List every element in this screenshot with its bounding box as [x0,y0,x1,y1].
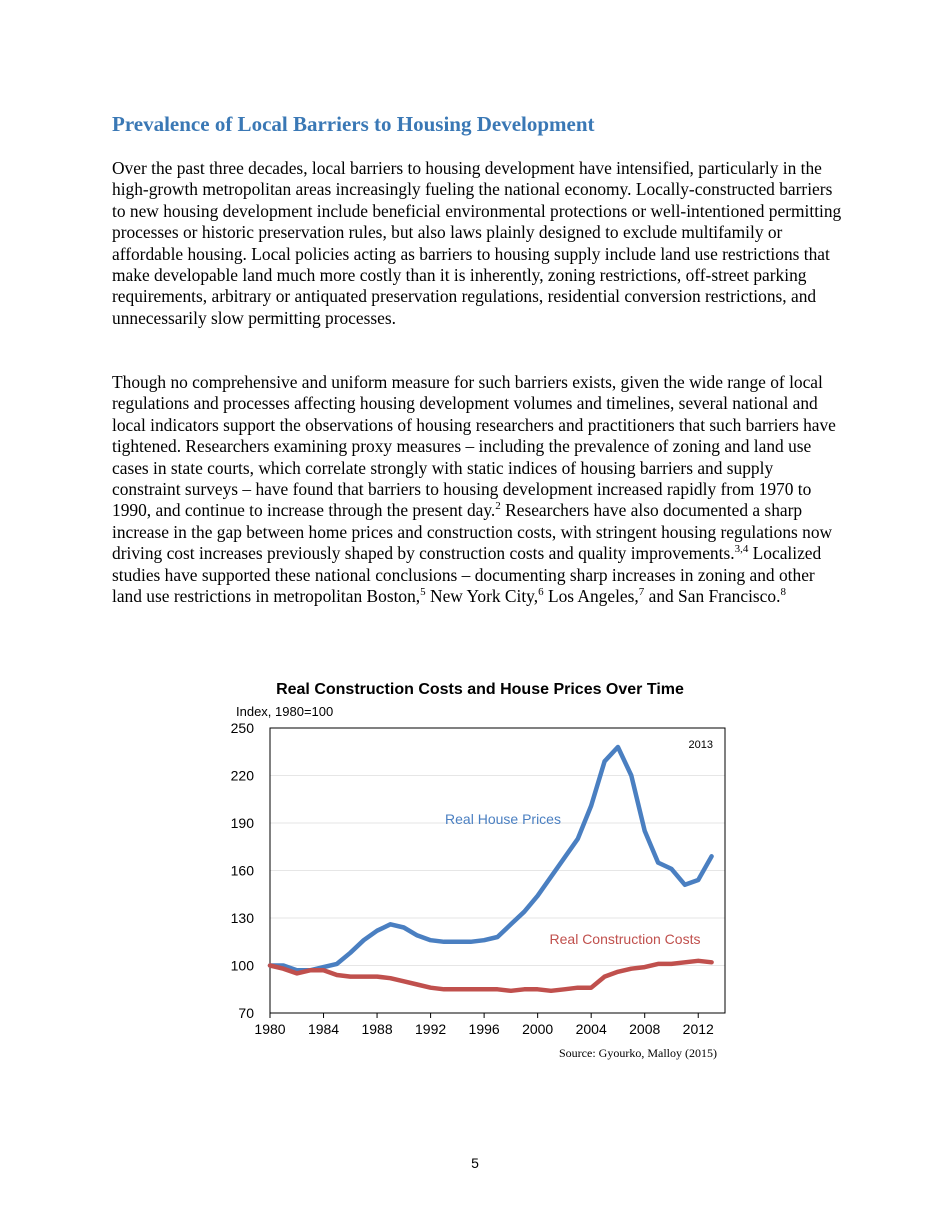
paragraph-1: Over the past three decades, local barriers to housing development have intensified, particularly in the high-growth metropolitan areas increasingly fueling the national economy. Locally-constructed barriers to new housing development include beneficial environmental protections or well-intentioned permitting processes or historic preservation rules, but also laws plainly designed to exclude multifamily or affordable housing. Local policies acting as barriers to housing supply include land use restrictions that make developable land much more costly than it is inherently, zoning restrictions, off-street parking requirements, arbitrary or antiquated preservation regulations, residential conversion restrictions, and unnecessarily slow permitting processes. [112,158,842,328]
x-tick-label: 1996 [468,1021,500,1037]
y-tick-label: 250 [230,720,254,736]
footnote-ref-5[interactable]: 5 [420,586,426,599]
series-label-house-prices: Real House Prices [445,811,561,827]
year-annotation: 2013 [688,739,713,751]
line-chart [215,672,745,1044]
paragraph-2-text-5: Los Angeles, [543,586,639,607]
footnote-ref-8[interactable]: 8 [780,586,786,599]
y-tick-label: 160 [230,862,254,879]
paragraph-2-text-2: Researchers have also documented a sharp increase in the gap between home prices and construction costs, with stringent housing regulations now driving cost increases previously shaped by construction costs and quality improvements. [112,500,833,564]
x-tick-label: 1980 [254,1021,286,1037]
x-tick-label: 2008 [629,1021,661,1037]
y-tick-label: 130 [230,910,254,926]
footnote-ref-7[interactable]: 7 [638,586,645,599]
y-axis-label: Index, 1980=100 [236,704,334,719]
x-tick-label: 2000 [522,1021,554,1037]
series-label-construction-costs: Real Construction Costs [549,931,701,947]
x-tick-label: 2004 [575,1021,607,1037]
y-tick-label: 220 [230,767,254,784]
footnote-ref-6[interactable]: 6 [538,586,544,599]
x-tick-label: 1992 [415,1021,447,1037]
paragraph-2-text-3: Localized studies have supported these national conclusions – documenting sharp increases in zoning and other land use restrictions in metropolitan Boston, [112,543,822,607]
y-tick-label: 190 [230,815,254,831]
x-tick-label: 2012 [682,1021,714,1037]
paragraph-2 [112,372,842,607]
x-tick-label: 1984 [307,1021,340,1037]
y-tick-label: 70 [238,1005,254,1021]
footnote-ref-3-4[interactable]: 3,4 [734,543,749,556]
chart-source: Source: Gyourko, Malloy (2015) [559,1046,717,1060]
paragraph-2-text-6: and San Francisco. [644,586,781,607]
section-heading: Prevalence of Local Barriers to Housing Development [112,112,595,136]
x-tick-label: 1988 [361,1021,393,1037]
page-number: 5 [471,1155,479,1171]
chart-title: Real Construction Costs and House Prices Over Time [276,681,684,698]
footnote-ref-2[interactable]: 2 [495,500,501,513]
paragraph-2-text-4: New York City, [425,586,539,607]
paragraph-2-text-1: Though no comprehensive and uniform measure for such barriers exists, given the wide range of local regulations and processes affecting housing development volumes and timelines, several national and local indicators support the observations of housing researchers and practitioners that such barriers have tightened. Researchers examining proxy measures – including the prevalence of zoning and land use cases in state courts, which correlate strongly with static indices of housing barriers and supply constraint surveys – have found that barriers to housing development increased rapidly from 1970 to 1990, and continue to increase through the present day. [112,372,836,521]
y-tick-label: 100 [230,957,254,974]
